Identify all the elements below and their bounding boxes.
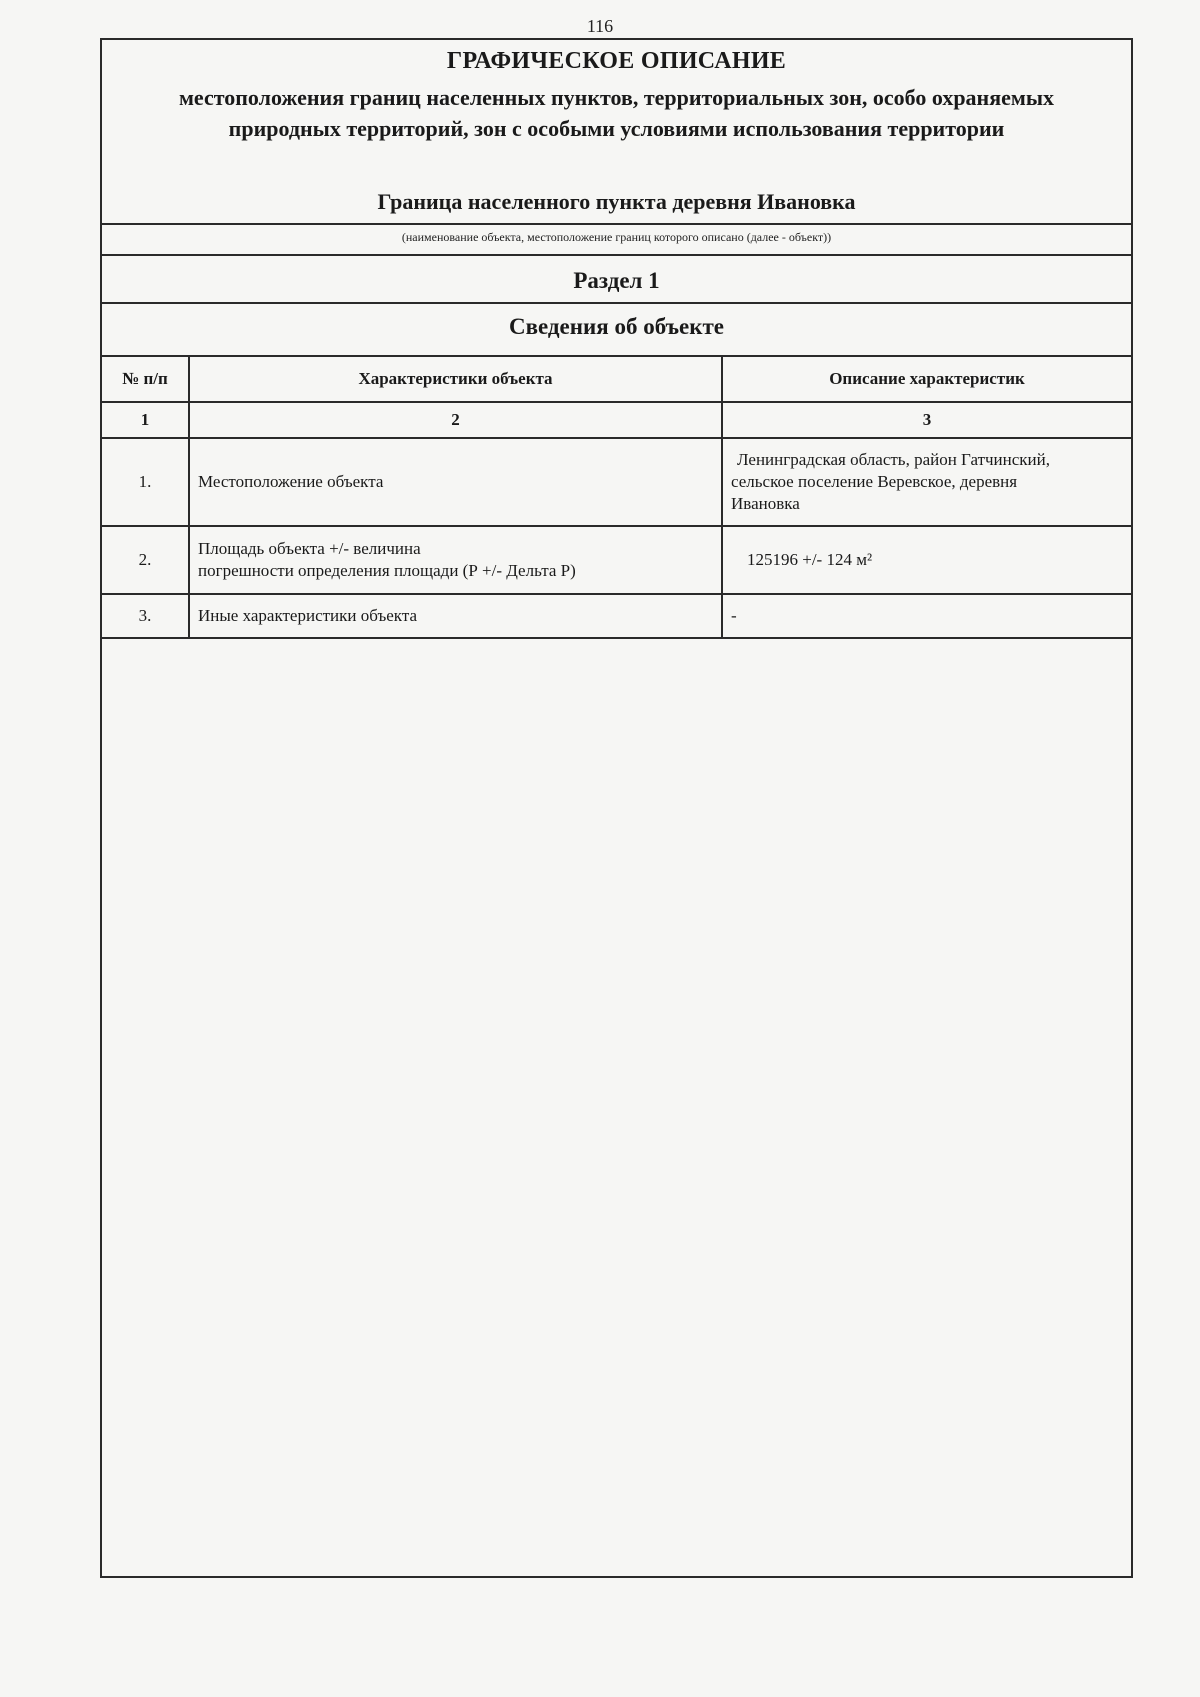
description-cell [722, 594, 1132, 638]
description-text: 125196 +/- 124 м² [747, 550, 873, 569]
column-number: 3 [722, 402, 1132, 438]
document-title: ГРАФИЧЕСКОЕ ОПИСАНИЕ [446, 48, 787, 74]
description-text: Ивановка [731, 494, 800, 513]
description-text: сельское поселение Веревское, деревня [731, 472, 1018, 491]
description-text: Ленинградская область, район Гатчинский, [737, 450, 1050, 469]
page-number: 116 [586, 16, 614, 36]
section-title: Раздел 1 [573, 268, 660, 293]
table-row [101, 526, 1132, 594]
characteristic-text: Иные характеристики объекта [198, 606, 418, 625]
column-number: 1 [101, 402, 189, 438]
characteristic-cell [189, 594, 722, 638]
characteristic-cell [189, 526, 722, 594]
characteristic-text: погрешности определения площади (Р +/- Дельта Р) [198, 561, 576, 580]
column-number-row [101, 402, 1132, 438]
characteristic-cell [189, 438, 722, 526]
document-frame [100, 38, 1133, 1578]
object-name-caption: (наименование объекта, местоположение границ которого описано (далее - объект)) [401, 230, 832, 244]
row-number: 3. [101, 594, 189, 638]
divider [102, 223, 1131, 225]
divider [102, 254, 1131, 256]
row-number: 1. [101, 438, 189, 526]
object-name: Граница населенного пункта деревня Ивановка [377, 189, 856, 214]
table-row [101, 594, 1132, 638]
description-cell [722, 526, 1132, 594]
column-number: 2 [189, 402, 722, 438]
table-header-row [101, 356, 1132, 402]
document-subtitle: местоположения границ населенных пунктов, территориальных зон, особо охраняемых природных территорий, зон с особыми условиями использования территории [178, 85, 1055, 141]
table-header-cell: Характеристики объекта [189, 356, 722, 402]
characteristic-text: Местоположение объекта [198, 472, 384, 491]
description-text: - [731, 606, 737, 625]
characteristic-text: Площадь объекта +/- величина [198, 539, 421, 558]
divider [102, 302, 1131, 304]
table-row [101, 438, 1132, 526]
row-number: 2. [101, 526, 189, 594]
section-subtitle: Сведения об объекте [508, 314, 725, 339]
object-info-table [100, 355, 1133, 639]
table-header-cell: Описание характеристик [722, 356, 1132, 402]
table-header-cell: № п/п [101, 356, 189, 402]
description-cell [722, 438, 1132, 526]
document-header [102, 40, 1131, 223]
